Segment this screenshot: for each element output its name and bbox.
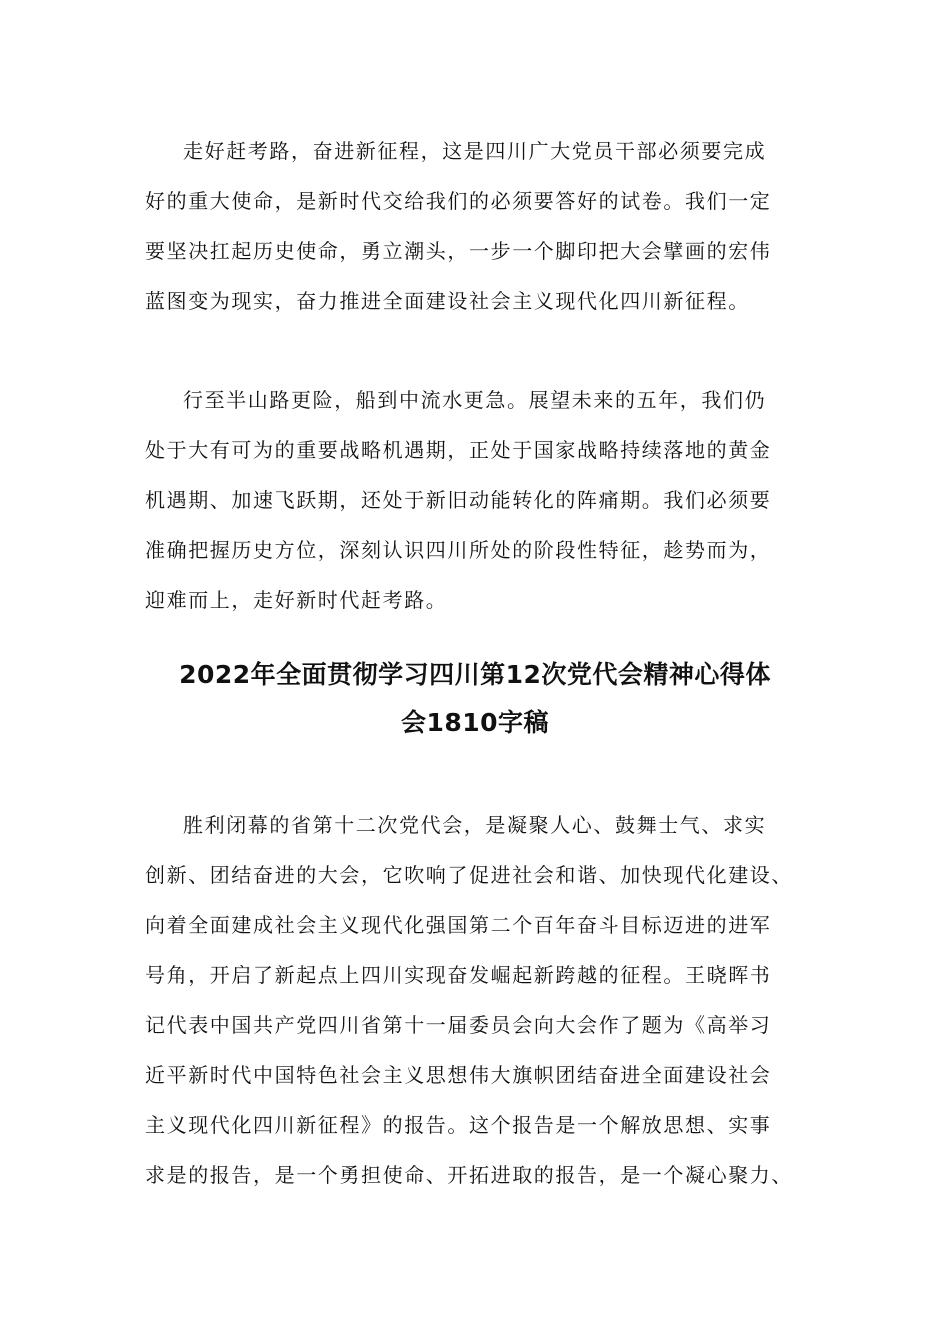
section-heading xyxy=(120,651,830,747)
paragraph-1 xyxy=(145,126,825,326)
text-line: 处于大有可为的重要战略机遇期，正处于国家战略持续落地的黄金 xyxy=(145,438,772,462)
text-line: 求是的报告，是一个勇担使命、开拓进取的报告，是一个凝心聚力、 xyxy=(145,1163,793,1187)
text-line: 胜利闭幕的省第十二次党代会，是凝聚人心、鼓舞士气、求实 xyxy=(183,813,767,837)
text-line: 走好赶考路，奋进新征程，这是四川广大党员干部必须要完成 xyxy=(183,139,767,163)
text-line: 行至半山路更险，船到中流水更急。展望未来的五年，我们仍 xyxy=(183,388,767,412)
text-line: 准确把握历史方位，深刻认识四川所处的阶段性特征，趁势而为， xyxy=(145,538,772,562)
text-line: 创新、团结奋进的大会，它吹响了促进社会和谐、加快现代化建设、 xyxy=(145,863,793,887)
text-line: 好的重大使命，是新时代交给我们的必须要答好的试卷。我们一定 xyxy=(145,189,772,213)
text-line: 迎难而上，走好新时代赶考路。 xyxy=(145,588,448,612)
text-line: 主义现代化四川新征程》的报告。这个报告是一个解放思想、实事 xyxy=(145,1113,772,1137)
heading-line: 2022年全面贯彻学习四川第12次党代会精神心得体 xyxy=(179,660,771,689)
text-line: 近平新时代中国特色社会主义思想伟大旗帜团结奋进全面建设社会 xyxy=(145,1063,772,1087)
text-line: 向着全面建成社会主义现代化强国第二个百年奋斗目标迈进的进军 xyxy=(145,913,772,937)
heading-line: 会1810字稿 xyxy=(400,708,550,737)
text-line: 记代表中国共产党四川省第十一届委员会向大会作了题为《高举习 xyxy=(145,1013,772,1037)
text-line: 机遇期、加速飞跃期，还处于新旧动能转化的阵痛期。我们必须要 xyxy=(145,488,772,512)
paragraph-2 xyxy=(145,375,825,625)
text-line: 要坚决扛起历史使命，勇立潮头，一步一个脚印把大会擘画的宏伟 xyxy=(145,239,772,263)
text-line: 蓝图变为现实，奋力推进全面建设社会主义现代化四川新征程。 xyxy=(145,289,750,313)
text-line: 号角，开启了新起点上四川实现奋发崛起新跨越的征程。王晓晖书 xyxy=(145,963,772,987)
paragraph-3 xyxy=(145,800,825,1200)
